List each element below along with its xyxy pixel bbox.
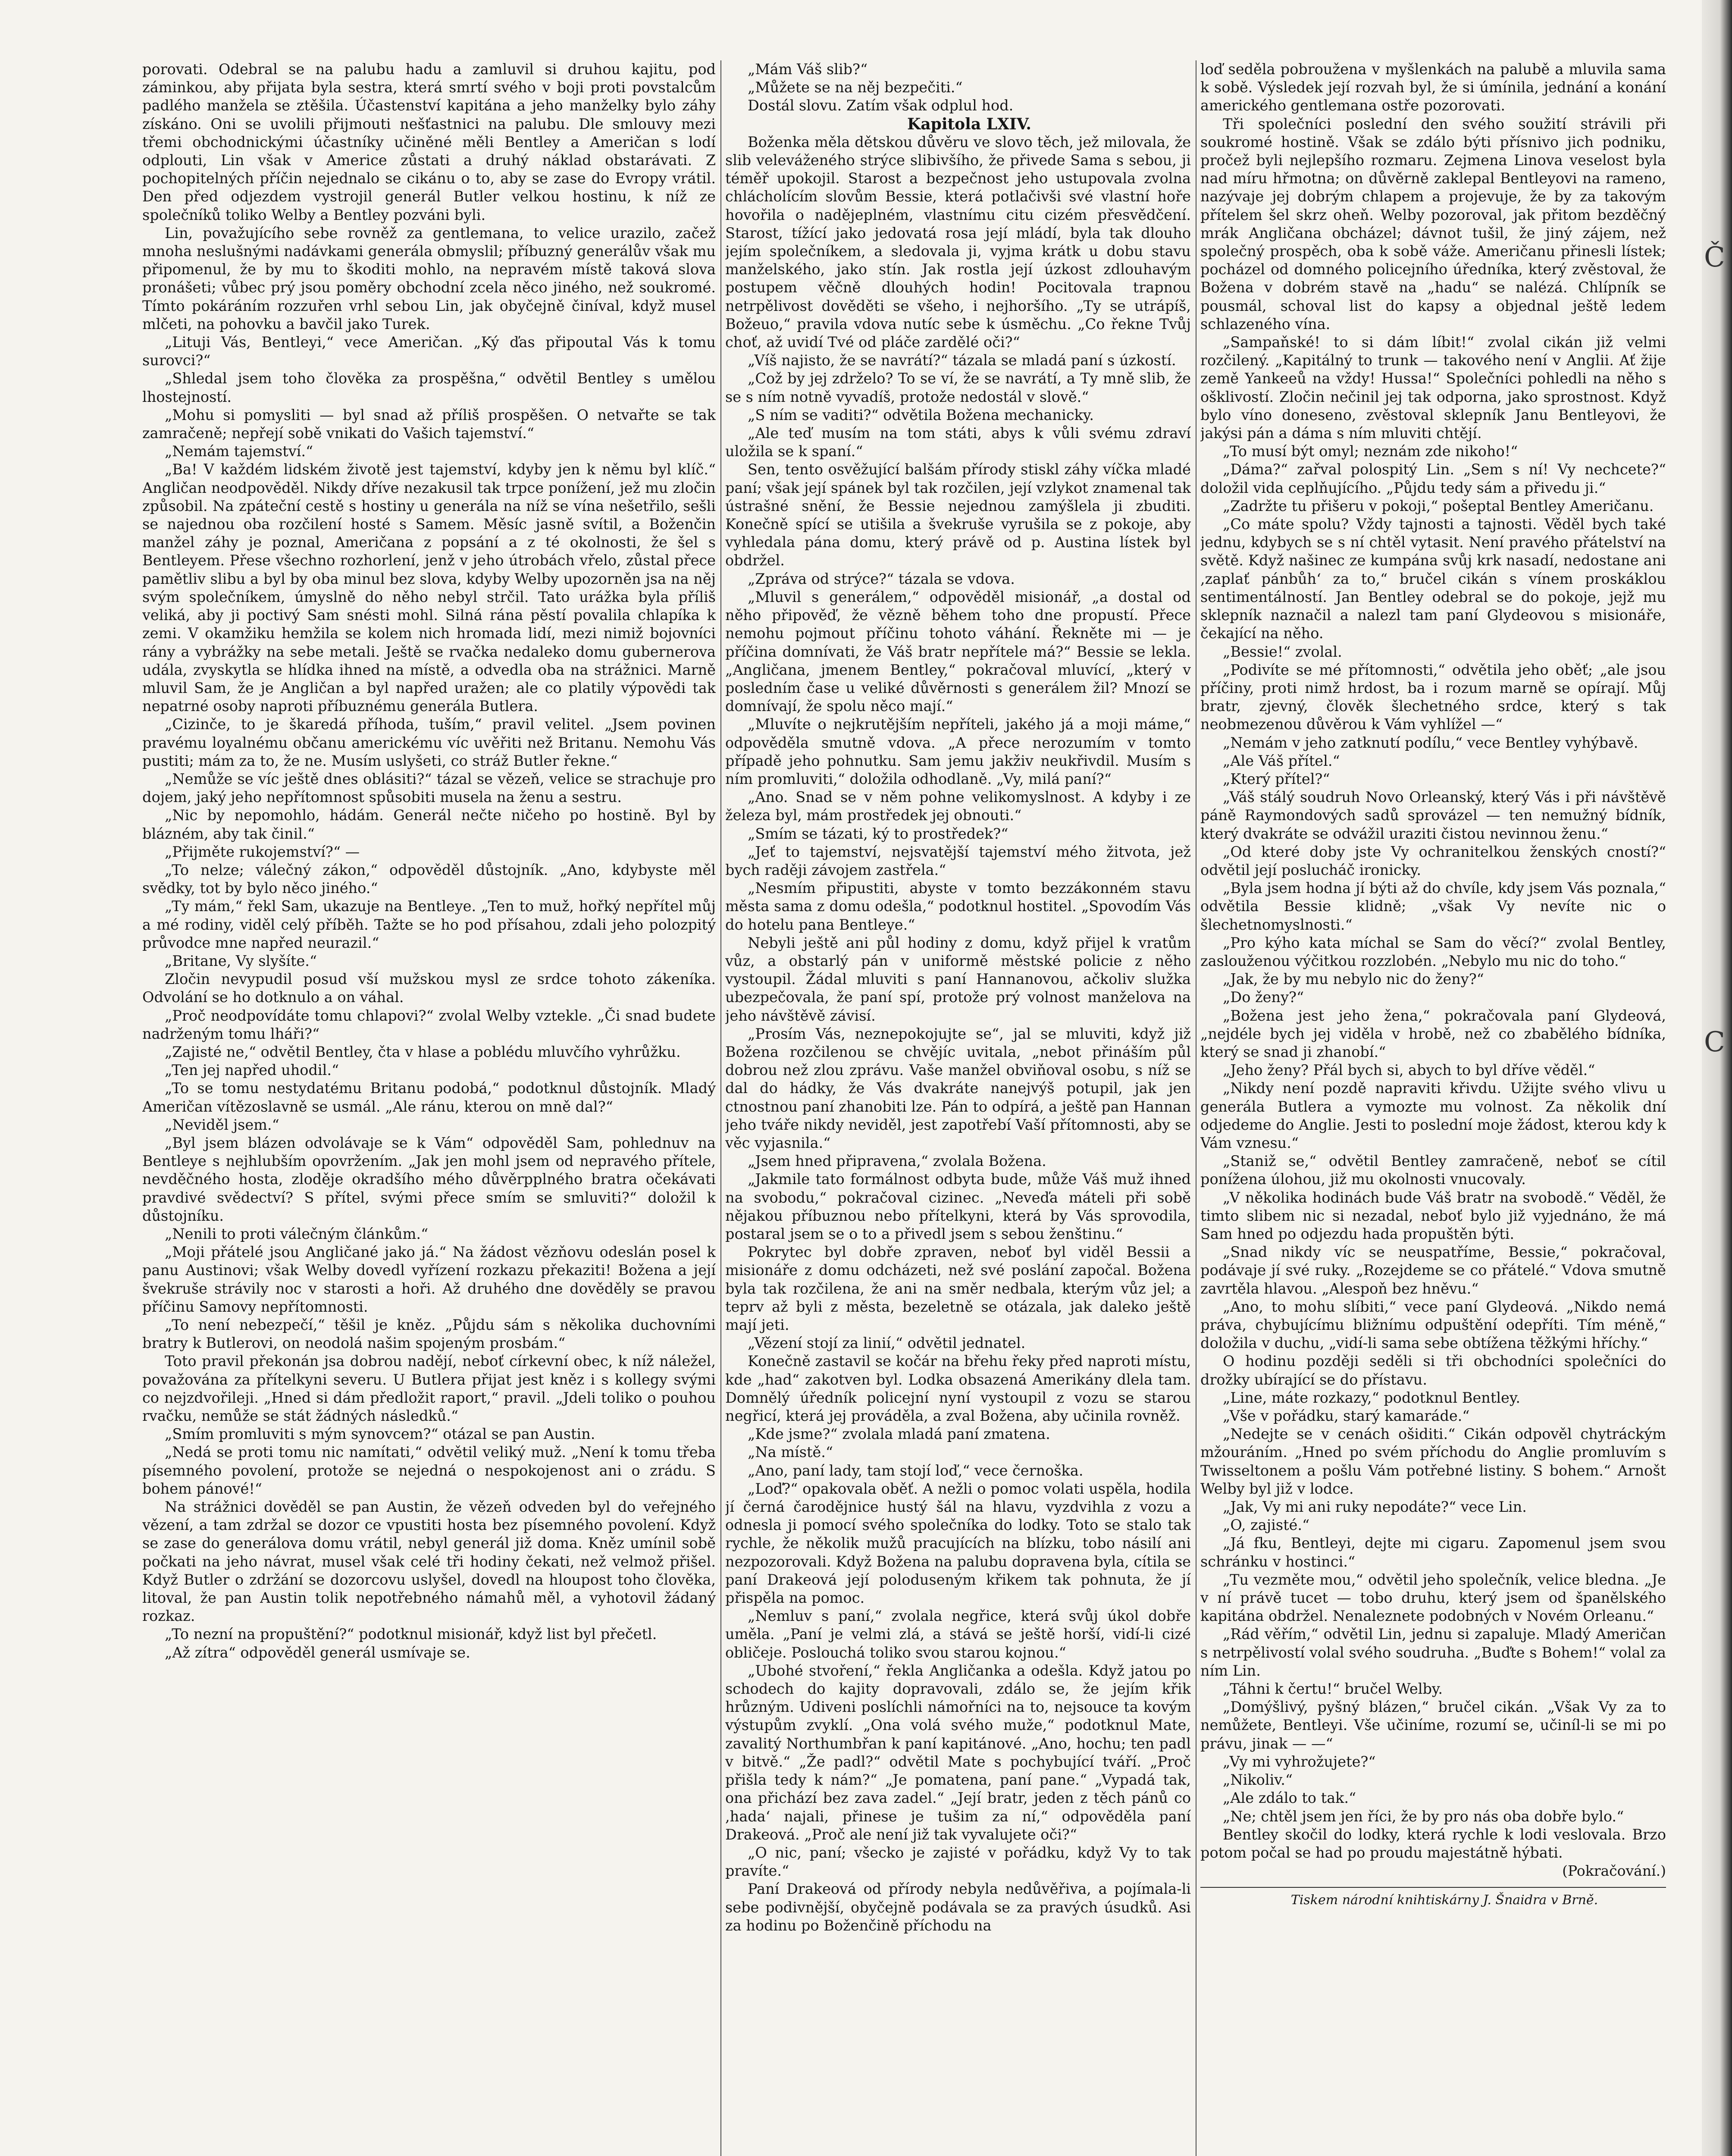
paragraph: „Line, máte rozkazy,“ podotknul Bentley. bbox=[1223, 1389, 1520, 1406]
paragraph: „Táhni k čertu!“ bručel Welby. bbox=[1223, 1680, 1443, 1698]
paragraph: „Britane, Vy slyšíte.“ bbox=[165, 952, 317, 969]
paragraph: „Nedá se proti tomu nic namítati,“ odvětil veliký muž. „Není k tomu třeba písemného povolení, protože se nejedná o nespokojenost ani o zrádu. S bohem pánové!“ bbox=[142, 1444, 716, 1497]
paragraph: Nebyli ještě ani půl hodiny z domu, když přijel k vratům vůz, a obstarlý pán v uniformě městské policie z něho vystoupil. Žádal mluviti s paní Hannanovou, ačkoliv služka ubezpečovala, že paní spí, protože prý volnost manželova na jeho návštěvě závisí. bbox=[725, 934, 1191, 1024]
paragraph: „Nedejte se v cenách ošiditi.“ Cikán odpověl chytráckým mžouráním. „Hned po svém příchodu do Anglie promluvím s Twisseltonem a pošlu Vám potřebné listiny. S bohem.“ Arnošt Welby byl již v lodce. bbox=[1200, 1426, 1666, 1497]
paragraph: „Byla jsem hodna jí býti až do chvíle, kdy jsem Vás poznala,“ odvětila Bessie klidně; „však Vy nevíte nic o šlechetnomyslnosti.“ bbox=[1200, 880, 1666, 933]
paragraph: „Jak, Vy mi ani ruky nepodáte?“ vece Lin. bbox=[1223, 1498, 1527, 1516]
paragraph: „Mluvíte o nejkrutějším nepříteli, jakého já a moji máme,“ odpověděla smutně vdova. „A přece nerozumím v tomto případě jeho pohnutku. Sam jemu jakživ neukřivdil. Musím s ním promluviti,“ doložila odhodlaně. „Vy, milá paní?“ bbox=[725, 716, 1191, 787]
column-3-body bbox=[1200, 60, 1666, 1862]
paragraph: „Mám Váš slib?“ bbox=[748, 61, 868, 78]
paragraph: „Ubohé stvoření,“ řekla Angličanka a odešla. Když jatou po schodech do kajity dopravovali, zdálo se, že jejím křik hrůzným. Udiveni poslíchli námořníci na to, nejsouce ta kovým výstupům zvyklí. „Ona volá svého muže,“ podotknul Mate, zavalitý Northumbřan k paní kapitánové. „Ano, hochu; ten padl v bitvě.“ „Že padl?“ odvětil Mate s pochybující tváří. „Proč přišla tedy k nám?“ „Je pomatena, paní pane.“ „Vypadá tak, ona přichází bez zava zadel.“ „Její bratr, jeden z těch pánů co ,hada‘ najali, přinese je tušim za ní,“ odpověděla paní Drakeová. „Proč ale není již tak vyvalujete oči?“ bbox=[725, 1662, 1191, 1843]
paragraph: „Jakmile tato formálnost odbyta bude, může Váš muž ihned na svobodu,“ pokračoval cizinec. „Neveďa máteli při sobě nějakou příbuznou nebo přítelkyni, která by Vás sprovodila, postaral jsem se o to a přivedl jsem s sebou ženštinu.“ bbox=[725, 1171, 1191, 1242]
paragraph: Bentley skočil do lodky, která rychle k lodi veslovala. Brzo potom počal se had po proudu majestátně hýbati. bbox=[1200, 1826, 1666, 1861]
paragraph: „Staniž se,“ odvětil Bentley zamračeně, neboť se cítil ponížena úlohou, již mu okolnosti vnucovaly. bbox=[1200, 1153, 1666, 1188]
paragraph: „Kde jsme?“ zvolala mladá paní zmatena. bbox=[748, 1426, 1050, 1443]
paragraph: „Mohu si pomysliti — byl snad až příliš prospěšen. O netvařte se tak zamračeně; nepřejí sobě vnikati do Vašich tajemství.“ bbox=[142, 406, 716, 442]
paragraph: „Neviděl jsem.“ bbox=[165, 1116, 279, 1133]
paragraph: „Ale teď musím na tom státi, abys k vůli svému zdraví uložila se k spaní.“ bbox=[725, 425, 1191, 460]
paragraph: „Jeho ženy? Přál bych si, abych to byl dříve věděl.“ bbox=[1223, 1062, 1595, 1079]
paragraph: Paní Drakeová od přírody nebyla nedůvěřiva, a pojímala-li sebe podivnější, obyčejně podávala se za pravých úsudků. Asi za hodinu po Boženčině příchodu na bbox=[725, 1880, 1191, 1934]
paragraph: „Podivíte se mé přítomnosti,“ odvětila jeho oběť; „ale jsou příčiny, proti nimž hrdost, ba i rozum marně se opírají. Můj bratr, zjevný, člověk šlechetného srdce, který s tak neobmezenou důvěrou k Vám vyhlížel —“ bbox=[1200, 661, 1666, 733]
paragraph: „Cizinče, to je škaredá příhoda, tuším,“ pravil velitel. „Jsem povinen pravému loyalnému občanu americkému víc uvěřiti než Britanu. Nemohu Vás pustiti; mám za to, že ne. Musím uslyšeti, co stráž Butler řekne.“ bbox=[142, 716, 716, 769]
paragraph: Zločin nevypudil posud vší mužskou mysl ze srdce tohoto zákeníka. Odvolání se ho dotknulo a on váhal. bbox=[142, 971, 716, 1006]
paragraph: „Od které doby jste Vy ochranitelkou ženských cností?“ odvětil její poslucháč ironicky. bbox=[1200, 843, 1666, 878]
paragraph: „Rád věřím,“ odvětil Lin, jednu si zapaluje. Mladý Američan s netrpělivostí volal svého soudruha. „Buďte s Bohem!“ volal za ním Lin. bbox=[1200, 1626, 1666, 1679]
edge-letter: C bbox=[1704, 1026, 1725, 1058]
paragraph: „Přijměte rukojemství?“ — bbox=[165, 843, 360, 860]
paragraph: Boženka měla dětskou důvěru ve slovo těch, jež milovala, že slib veleváženého strýce slibivšího, že přivede Sama s sebou, ji téměř upokojil. Starost a bezpečnost jeho ustupovala zvolna chlácholícím slovům Bessie, která potlačivši své vlastní hoře hovořila o nadějeplném, vlastnímu citu cizém přesvědčení. Starost, tížící jako jedovatá rosa její mládí, byla tak dlouho jejím společníkem, a sledovala ji, vyjma krátk u dobu stavu manželského, jako stín. Jak rostla její úzkost zdlouhavým postupem věčně dlouhých hodin! Pocitovala trapnou netrpělivost dověděti se všeho, i nejhoršího. „Ty se utrápíš, Božeuo,“ pravila vdova nutíc sebe k úsměchu. „Co řekne Tvůj choť, až uvidí Tvé od pláče zardělé oči?“ bbox=[725, 133, 1191, 351]
paragraph: „Ano, to mohu slíbiti,“ vece paní Glydeová. „Nikdo nemá práva, chybujícímu bližnímu odpuštění odepříti. Tím méně,“ doložila v duchu, „vidí-li sama sebe obtížena těžkými hříchy.“ bbox=[1200, 1298, 1666, 1352]
paragraph: „Ano. Snad se v něm pohne velikomyslnost. A kdyby i ze železa byl, mám prostředek jej obnouti.“ bbox=[725, 789, 1191, 824]
column-2-intro bbox=[725, 60, 1191, 115]
paragraph: „O nic, paní; všecko je zajisté v pořádku, když Vy to tak pravíte.“ bbox=[725, 1844, 1191, 1880]
chapter-heading: Kapitola LXIV. bbox=[907, 115, 1031, 133]
continuation-note: (Pokračování.) bbox=[1562, 1862, 1666, 1880]
printer-imprint: Tiskem národní knihtiskárny J. Šnaidra v Brně. bbox=[1290, 1893, 1598, 1908]
paragraph: „Jsem hned připravena,“ zvolala Božena. bbox=[748, 1153, 1046, 1170]
paragraph: „Lituji Vás, Bentleyi,“ vece Američan. „Ký ďas připoutal Vás k tomu surovci?“ bbox=[142, 334, 716, 369]
paragraph: Pokrytec byl dobře zpraven, neboť byl viděl Bessii a misionáře z domu odcházeti, než své poslání započal. Božena byla tak rozčilena, že ani na směr nedbala, kterým vůz jel; a teprv až byli z města, bezeletně se otázala, jak daleko ještě mají jeti. bbox=[725, 1244, 1191, 1334]
paragraph: „Dáma?“ zařval polospitý Lin. „Sem s ní! Vy nechcete?“ doložil vida ceplňujícího. „Půjdu tedy sám a přivedu ji.“ bbox=[1200, 461, 1666, 496]
paragraph: „Vše v pořádku, starý kamaráde.“ bbox=[1223, 1407, 1470, 1425]
paragraph: Lin, považujícího sebe rovněž za gentlemana, to velice urazilo, začež mnoha neslušnými nadávkami generála obmyslil; příbuzný generálův však mu připomenul, že by mu to škoditi mohlo, na nepravém místě taková slova pronášeti; vůbec prý jsou poměry obchodní zcela něco jiného, než soukromé. Tímto pokáráním rozzuřen vrhl sebou Lin, jak obyčejně činíval, když musel mlčeti, na pohovku a bavčil jako Turek. bbox=[142, 224, 716, 332]
paragraph: „Na místě.“ bbox=[748, 1444, 833, 1461]
paragraph: porovati. Odebral se na palubu hadu a zamluvil si druhou kajitu, pod záminkou, aby přijata byla sestra, která smrtí svého v boji proti povstalcům padlého manžela se ztěšila. Účastenství kapitána a jeho manželky bylo záhy získáno. Oni se uvolili přijmouti nešťastnici na palubu. Dle smlouvy mezi třemi obchodnickými účastníky učiněné měli Bentley a Američan s lodí odplouti, Lin však v Americe zůstati a druhý náklad obstarávati. Z pochopitelných příčin nejednalo se cikánu o to, aby se zase do Evropy vrátil. Den před odjezdem vystrojil generál Butler velkou hostinu, k níž ze společníků toliko Welby a Bentley pozváni byli. bbox=[142, 61, 716, 223]
paragraph: „To není nebezpečí,“ těšil je kněz. „Půjdu sám s několika duchovními bratry k Butlerovi, on neodolá našim spojeným prosbám.“ bbox=[142, 1316, 716, 1352]
paragraph: „Což by jej zdrželo? To se ví, že se navrátí, a Ty mně slib, že se s ním notně vyvadíš, protože nedostál v slově.“ bbox=[725, 370, 1191, 405]
paragraph: „Víš najisto, že se navrátí?“ tázala se mladá paní s úzkostí. bbox=[748, 352, 1176, 369]
paragraph: Konečně zastavil se kočár na břehu řeky před naproti místu, kde „had“ zakotven byl. Lodka obsazená Amerikány dlela tam. Domnělý úředník policejní nyní vystoupil z vozu se starou negřicí, která jej prováděla, a zval Božena, aby učinila rovněž. bbox=[725, 1353, 1191, 1425]
paragraph: „Do ženy?“ bbox=[1223, 989, 1304, 1006]
paragraph: Sen, tento osvěžující balšám přírody stiskl záhy víčka mladé paní; však její spánek byl tak rozčilen, její vzlykot znamenal tak ústrašné snění, že Bessie nejednou zamýšlela ji zbuditi. Konečně spící se utišila a švekruše vyrušila se z pokoje, aby vyhledala pána domu, který právě od p. Austina lístek byl obdržel. bbox=[725, 461, 1191, 569]
paragraph: „Nesmím připustiti, abyste v tomto bezzákonném stavu města sama z domu odešla,“ podotknul hostitel. „Spovodím Vás do hotelu pana Bentleye.“ bbox=[725, 880, 1191, 933]
paragraph: „Ty mám,“ řekl Sam, ukazuje na Bentleye. „Ten to muž, hořký nepřítel můj a mé rodiny, viděl celý příběh. Tažte se ho pod přísahou, zdali jeho polozpitý průvodce mne napřed neurazil.“ bbox=[142, 898, 716, 951]
footer-rule bbox=[1200, 1887, 1666, 1888]
paragraph: „Co máte spolu? Vždy tajnosti a tajnosti. Věděl bych také jednu, kdybych se s ní chtěl vytasit. Není pravého přátelství na světě. Když našinec ze kumpána svůj krk nasadí, nedostane ani ,zaplať pánbůh‘ za to,“ bručel cikán s vínem proskáklou sentimentálností. Jan Bentley odebral se do pokoje, jejž mu sklepník naznačil a nalezl tam paní Glydeovou s misionáře, čekající na něho. bbox=[1200, 516, 1666, 642]
column-2-body bbox=[725, 133, 1191, 1935]
paragraph: „To nelze; válečný zákon,“ odpověděl důstojník. „Ano, kdybyste měl svědky, tot by bylo něco jiného.“ bbox=[142, 861, 716, 897]
paragraph: „Vězení stojí za linií,“ odvětil jednatel. bbox=[748, 1335, 1026, 1352]
paragraph: „Můžete se na něj bezpečiti.“ bbox=[748, 79, 963, 96]
paragraph: „Ne; chtěl jsem jen říci, že by pro nás oba dobře bylo.“ bbox=[1223, 1808, 1624, 1825]
paragraph: „Shledal jsem toho člověka za prospěšna,“ odvětil Bentley s umělou lhostejností. bbox=[142, 370, 716, 405]
paragraph: „Moji přátelé jsou Angličané jako já.“ Na žádost vězňovu odeslán posel k panu Austinovi; však Welby dovedl vyřízení rozkazu překaziti! Božena a její švekruše strávily noc v starosti a hoři. Až druhého dne dověděly se pravou příčinu Samovy nepřítomnosti. bbox=[142, 1244, 716, 1315]
paragraph: „Jeť to tajemství, nejsvatější tajemství mého žitvota, jež bych raději závojem zastřela.“ bbox=[725, 843, 1191, 878]
column-divider bbox=[720, 60, 721, 2156]
page-edge bbox=[1702, 0, 1732, 2156]
paragraph: „Prosím Vás, neznepokojujte se“, jal se mluviti, když již Božena rozčilenou se chvějíc uvitala, „nebot přináším půl dobrou než zlou zprávu. Vaše manžel obviňoval osobu, s níž se dal do hádky, že Vás dvakráte nanejvýš potupil, jak jen ctnostnou paní zhanobiti lze. Pán to odpírá, a ještě pan Hannan jeho tváře nikdy neviděl, jest zapotřebí Vaší přítomnosti, aby se věc vyjasnila.“ bbox=[725, 1025, 1191, 1151]
paragraph: „Zpráva od strýce?“ tázala se vdova. bbox=[748, 570, 1015, 587]
paragraph: „Váš stálý soudruh Novo Orleanský, který Vás i při návštěvě páně Raymondových sadů sprovázel — ten nemužný bídník, který dvakráte se odvážil uraziti čistou nevinnou ženu.“ bbox=[1200, 789, 1666, 842]
paragraph: Tři společníci poslední den svého soužití strávili při soukromé hostině. Však se zdálo býti přísnivo jich podniku, pročež byli nejlepšího rozmaru. Zejmena Linova veselost byla nad míru hřmotna; on důvěrně zaklepal Bentleyovi na rameno, nazývaje jej dobrým chlapem a projevuje, že by za takovým přítelem šel skrz oheň. Welby pozoroval, jak přitom bezděčný mrák Angličana obcházel; dávnot tušil, že jiný zájem, než společný prospěch, oba k sobě váže. Američanu přinesli lístek; pocházel od domného policejního úředníka, který zvěstoval, že Božena v dobrém stavě na „hadu“ se nalézá. Chlípník se pousmál, schoval list do kapsy a objednal ještě ledem schlazeného vína. bbox=[1200, 115, 1666, 332]
paragraph: „Sampaňské! to si dám líbit!“ zvolal cikán již velmi rozčilený. „Kapitálný to trunk — takového není v Anglii. Ať žije země Yankeeů na vždy! Hussa!“ Společníci pohledli na něho s ošklivostí. Zločin nečinil jej tak odporna, jako sprostnost. Když bylo víno doneseno, zvěstoval sklepník Janu Bentleyovi, že jakýsi pán a dáma s ním mluviti chtějí. bbox=[1200, 334, 1666, 442]
paragraph: „Jak, že by mu nebylo nic do ženy?“ bbox=[1223, 971, 1484, 988]
paragraph: „Nikdy není pozdě napraviti křivdu. Užijte svého vlivu u generála Butlera a vymozte mu volnost. Za několik dní odjedeme do Anglie. Jesti to poslední moje žádost, kterou kdy k Vám vznesu.“ bbox=[1200, 1080, 1666, 1151]
paragraph: „Proč neodpovídáte tomu chlapovi?“ zvolal Welby vztekle. „Či snad budete nadrženým tomu lháři?“ bbox=[142, 1007, 716, 1042]
paragraph: „Ten jej napřed uhodil.“ bbox=[165, 1062, 339, 1079]
paragraph: „Až zítra“ odpověděl generál usmívaje se. bbox=[165, 1644, 470, 1661]
paragraph: „Snad nikdy víc se neuspatříme, Bessie,“ pokračoval, podávaje jí své ruky. „Rozejdeme se co přátelé.“ Vdova smutně zavrtěla hlavou. „Alespoň bez hněvu.“ bbox=[1200, 1244, 1666, 1297]
paragraph: „Nemám v jeho zatknutí podílu,“ vece Bentley vyhýbavě. bbox=[1223, 734, 1638, 751]
paragraph: „Byl jsem blázen odvolávaje se k Vám“ odpověděl Sam, pohlednuv na Bentleye s nejhlubším opovržením. „Jak jen mohl jsem od nepravého přítele, nevděčného hosta, zloděje okradšího mého důvěrpplného bratra očekávati pravdivé svědectví? S přítel, svými přece smím se smluviti?“ doložil k důstojníku. bbox=[142, 1134, 716, 1224]
paragraph: „Bessie!“ zvolal. bbox=[1223, 643, 1342, 660]
paragraph: Na strážnici dověděl se pan Austin, že vězeň odveden byl do veřejného vězení, a tam zdržal se dozor ce vpustiti hosta bez písemného povolení. Když se zase do generálova domu vrátil, nebyl generál již doma. Kněz umínil sobě počkati na jeho návrat, musel však celé tři hodiny čekati, než velmož přišel. Když Butler o zdržání se dozorcovu uslyšel, dovedl na hloupost toho člověka, litoval, že pan Austin tolik nepotřebného námahů měl, a vyhotovil žádaný rozkaz. bbox=[142, 1498, 716, 1625]
paragraph: „Nic by nepomohlo, hádám. Generál nečte ničeho po hostině. Byl by blázném, aby tak činil.“ bbox=[142, 807, 716, 842]
paragraph: „Domýšlivý, pyšný blázen,“ bručel cikán. „Však Vy za to nemůžete, Bentleyi. Vše učiníme, rozumí se, učiníl-li se mi po právu, jinak — —“ bbox=[1200, 1698, 1666, 1752]
paragraph: „Zajisté ne,“ odvětil Bentley, čta v hlase a poblédu mluvčího vyhrůžku. bbox=[165, 1043, 681, 1060]
paragraph: „Nenili to proti válečným článkům.“ bbox=[165, 1225, 429, 1242]
paragraph: „Nemám tajemství.“ bbox=[165, 443, 313, 460]
paragraph: „Loď?“ opakovala oběť. A nežli o pomoc volati uspěla, hodila jí černá čarodějnice hustý šál na hlavu, vyzdvihla z vozu a odnesla ji pomocí svého společníka do lodky. Toto se stalo tak rychle, že několik mužů pracujících na blízku, tobo násilí ani nezpozorovali. Když Božena na palubu dopravena byla, cítila se paní Drakeová její poloduseným křikem tak pohnuta, že jí přispěla na pomoc. bbox=[725, 1480, 1191, 1607]
paragraph: „Ale zdálo to tak.“ bbox=[1223, 1789, 1356, 1807]
edge-letter: Č bbox=[1704, 241, 1725, 273]
paragraph: „Mluvil s generálem,“ odpověděl misionář, „a dostal od něho připověď, že vězně během toho dne propustí. Přece nemohu pojmout příčinu tohoto váhání. Řekněte mi — je příčina domnívati, že Váš bratr nepřítele má?“ Bessie se lekla. „Angličana, jmenem Bentley,“ pokračoval mluvící, „který v posledním čase u veliké důvěrnosti s generálem žil? Mnozí se domnívají, že spolu něco mají.“ bbox=[725, 588, 1191, 715]
paragraph: „Nemluv s paní,“ zvolala negřice, která svůj úkol dobře uměla. „Paní je velmi zlá, a stává se ještě horší, vidí-li cizé obličeje. Poslouchá toliko svou starou kojnou.“ bbox=[725, 1608, 1191, 1661]
paragraph: „Nemůže se víc ještě dnes oblásiti?“ tázal se vězeň, velice se strachuje pro dojem, jaký jeho nepřítomnost spůsobiti musela na ženu a sestru. bbox=[142, 770, 716, 806]
paragraph: Toto pravil překonán jsa dobrou nadějí, neboť církevní obec, k níž náležel, považována za přítelkyni severu. U Butlera přijat jest kněz i s kollegy svými co nejzdvořileji. „Hned si dám předložit raport,“ pravil. „Jdeli toliko o pouhou rvačku, nemůže se stát žádných následků.“ bbox=[142, 1353, 716, 1425]
paragraph: „Božena jest jeho žena,“ pokračovala paní Glydeová, „nejdéle bych jej viděla v hrobě, než co zbabělého bídníka, který se snad ji zhanobí.“ bbox=[1200, 1007, 1666, 1060]
paragraph: „Pro kýho kata míchal se Sam do věcí?“ zvolal Bentley, zaslouženou výčitkou rozzlobén. „Nebylo mu nic do toho.“ bbox=[1200, 934, 1666, 969]
paragraph: „Ano, paní lady, tam stojí loď,“ vece černoška. bbox=[748, 1462, 1084, 1479]
paragraph: „Ale Váš přítel.“ bbox=[1223, 752, 1340, 769]
paragraph: „To nezní na propuštění?“ podotknul misionář, když list byl přečetl. bbox=[165, 1626, 657, 1643]
paragraph: Dostál slovu. Zatím však odplul hod. bbox=[748, 97, 1014, 114]
column-3 bbox=[1200, 60, 1666, 2156]
text-columns bbox=[142, 60, 1677, 2156]
paragraph: „O, zajisté.“ bbox=[1223, 1517, 1310, 1534]
paragraph: „Smím promluviti s mým synovcem?“ otázal se pan Austin. bbox=[165, 1426, 595, 1443]
paragraph: „Já fku, Bentleyi, dejte mi cigaru. Zapomenul jsem svou schránku v hostinci.“ bbox=[1200, 1535, 1666, 1570]
column-2 bbox=[725, 60, 1191, 2156]
paragraph: „Vy mi vyhrožujete?“ bbox=[1223, 1753, 1376, 1770]
paragraph: „Nikoliv.“ bbox=[1223, 1771, 1293, 1789]
paragraph: loď seděla pobroužena v myšlenkách na palubě a mluvila sama k sobě. Výsledek její rozvah byl, že si úmínila, jednání a konání amerického gentlemana ostře pozorovati. bbox=[1200, 61, 1666, 114]
paragraph: „To se tomu nestydatému Britanu podobá,“ podotknul důstojník. Mladý Američan vítězoslavně se usmál. „Ale ránu, kterou on mně dal?“ bbox=[142, 1080, 716, 1115]
paragraph: „Který přítel?“ bbox=[1223, 770, 1330, 787]
paragraph: „S ním se vaditi?“ odvětila Božena mechanicky. bbox=[748, 406, 1094, 423]
paragraph: O hodinu později seděli si tři obchodníci společníci do drožky ubírající se do přístavu. bbox=[1200, 1353, 1666, 1388]
column-1 bbox=[142, 60, 716, 2156]
paragraph: „Ba! V každém lidském životě jest tajemství, kdyby jen k němu byl klíč.“ Angličan neodpověděl. Nikdy dříve nezakusil tak trpce ponížení, jež mu zločin způsobil. Na zpáteční cestě s hostiny u generála na níž se vína nešetřilo, sešli se najednou oba rozčilení hosté s Samem. Měsíc jasně svítil, a Boženčin manžel záhy je poznal, Američana z popsání a z té okolnosti, že šel s Bentleyem. Přese všechno rozhorlení, jenž v jeho útrobách vřelo, zůstal přece pamětliv slibu a byl by oba minul bez slova, kdyby Welby upozorněn jsa na něj svým společníkem, úmyslně do něho nebyl strčil. Tato urážka byla příliš veliká, aby ji poctivý Sam snésti mohl. Silná rána pěstí povalila chlapíka k zemi. V okamžiku hemžila se kolem nich hromada lidí, mezi nimiž bojovníci rány a vybrážky na sebe metali. Ještě se rvačka nedaleko domu gubernerova udála, zvyskytla se hlídka ihned na místě, a odvedla oba na strážnici. Marně mluvil Sam, že je Angličan a byl napřed uražen; ale co platily výpovědi tak nepatrné osoby naproti příbuznému generála Butlera. bbox=[142, 461, 716, 715]
paragraph: „Smím se tázati, ký to prostředek?“ bbox=[748, 825, 1009, 842]
paragraph: „To musí být omyl; neznám zde nikoho!“ bbox=[1223, 443, 1518, 460]
paragraph: „Zadržte tu přišeru v pokoji,“ pošeptal Bentley Američanu. bbox=[1223, 497, 1654, 514]
paragraph: „V několika hodinách bude Váš bratr na svobodě.“ Věděl, že timto slibem nic si nezadal, neboť bylo již vyjednáno, že má Sam hned po odjezdu hada propuštěn býti. bbox=[1200, 1189, 1666, 1242]
paragraph: „Tu vezměte mou,“ odvětil jeho společník, velice bledna. „Je v ní právě tucet — tobo druhu, který jsem od španělského kapitána obdržel. Nenaleznete podobných v Novém Orleanu.“ bbox=[1200, 1571, 1666, 1625]
